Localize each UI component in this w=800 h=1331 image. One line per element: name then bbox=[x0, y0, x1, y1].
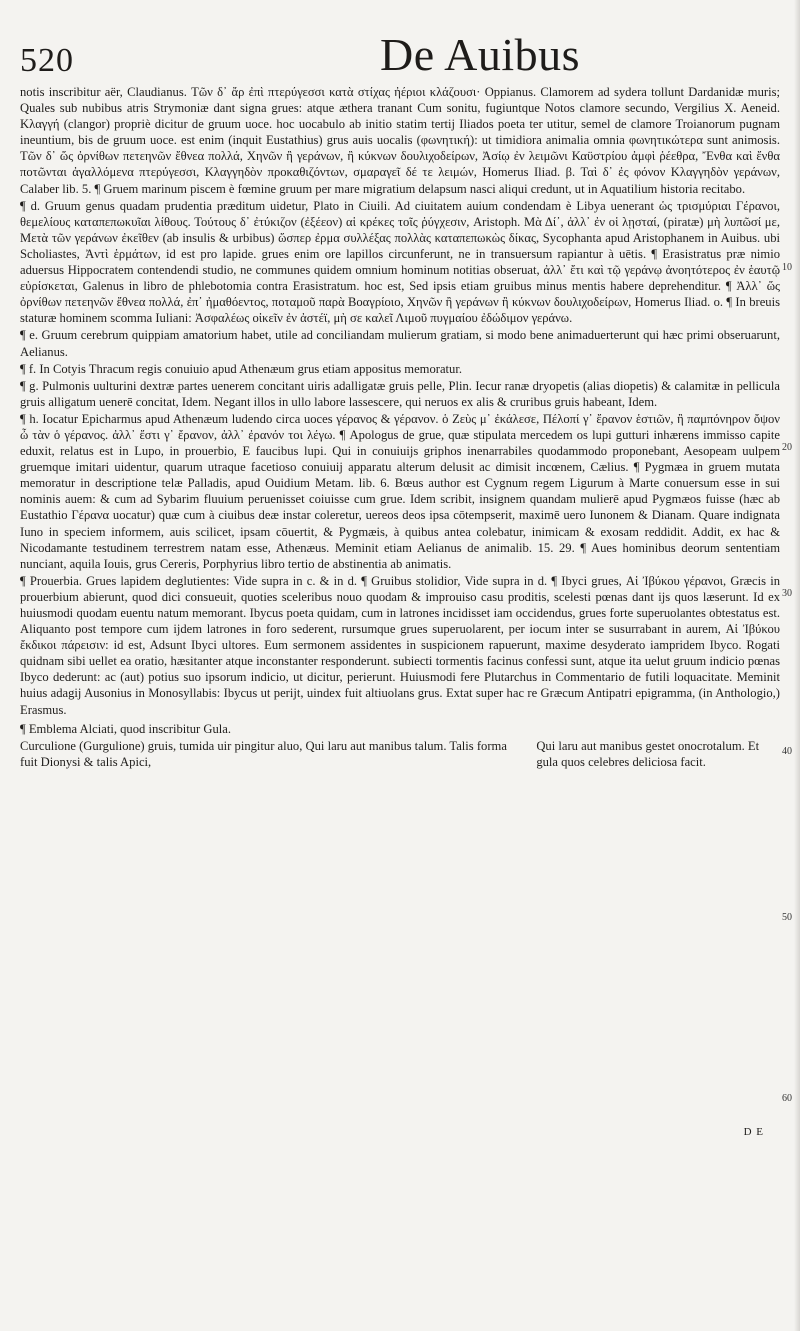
paragraph-proverbia: ¶ Prouerbia. Grues lapidem deglutientes: Vide supra in c. & in d. ¶ Gruibus stolidior, Vide supra in d. ¶ Ibyci grues, Αἱ Ἰβύκου γέρανοι, Græcis in prouerbium abierunt, quod dici consueuit, quoties sceleribus nouo quodam & improuiso casu proditis, scelesti pœnas dant ijs quos læserunt. Id ex huiusmodi quodam euentu natum memorant. Ibycus poeta quidam, cum in latrones incidisset iam occidendus, grues forte superuolantes obtestatus est. Aliquanto post tempore cum ijdem latrones in foro sederent, rursumque grues superuolarent, per iocum inter se susurrabant in aurem, Αἱ Ἰβύκου ἔκδικοι πάρεισιν: id est, Adsunt Ibyci ultores. Eum sermonem assidentes in suspicionem rapuerunt, maxime desyderato iampridem Ibyco. Rogati quidnam sibi uellet ea oratio, hæsitanter atque inconstanter responderunt. subiecti tormentis facinus confessi sunt, atque ita uelut gruum indicio pœnas Ibyco dederunt: ac (aut) potius suo ipsorum indicio, ut dicitur, perierunt. Huiusmodi fere Plutarchus in Commentario de futili loquacitate. Meminit huius adagij Ausonius in Monosyllabis: Ibycus ut perijt, uindex fuit altiuolans grus. Extat super hac re Græcum Antipatri epigramma, (in Anthologio,) Erasmus. bbox=[20, 573, 780, 717]
paragraph-d: ¶ d. Gruum genus quadam prudentia præditum uidetur, Plato in Ciuili. Ad ciuitatem auium condendam è Libya uenerant ὡς τρισμύριαι Γέρανοι, θεμελίους καταπεπωκυῖαι λίθους. Τούτους δ᾽ ἐτύκιζον (ἐξέεον) αἱ κρέκες τοῖς ῥύγχεσιν, Aristoph. Μὰ Δί᾽, ἀλλ᾽ ἐν οἱ λῃσταί, (piratæ) μὴ λυπῶσί με, Μετὰ τῶν γεράνων ἐκεῖθεν (ab insulis & urbibus) ὥσπερ ἐρμα συλλέξας πολλὰς καταπεπωκὼς δίκας, Sycophanta apud Aristophanem in Auibus. ubi Scholiastes, Ἀντὶ ἑρμάτων, id est pro lapide. grues enim ore lapillos circunferunt, ne in transuersum rapiantur à uētis. ¶ Erasistratus præ nimio aduersus Hippocratem contendendi studio, ne communes quidem omnium hominum notitias obseruat, ἀλλ᾽ ἔτι καὶ τῷ γεράνῳ ἀνοητότερος ἐν ἑαυτῷ εὑρίσκεται, Galenus in libro de phlebotomia contra Erasistratum. hoc est, Sed ipsis etiam gruibus minus mentis habere deprehenditur. ¶ Ἀλλ᾽ ὥς ὀρνίθων πετεηνῶν ἔθνεα πολλά, ἐπ᾽ ἠμαθόεντος, ποταμοῦ παρὰ Βοαγρίοιο, Χηνῶν ἢ γεράνων ἢ κύκνων δουλιχοδείρων, Homerus Iliad. o. ¶ In breuis staturæ hominem scomma Iuliani: Ἀσφαλέως οἰκεῖν ἐν ἀστέϊ, μὴ σε καλεῖ Λιμοῦ πυγμαίου ἐδώδιμον γεράνω. bbox=[20, 198, 780, 326]
catchword: D E bbox=[743, 1126, 764, 1138]
emblem-verse-left: Curculione (Gurgulione) gruis, tumida uir pingitur aluo, Qui laru aut manibus talum. Talis forma fuit Dionysi & talis Apici, bbox=[20, 738, 507, 769]
margin-line-number: 30 bbox=[782, 588, 792, 599]
emblem-section bbox=[20, 721, 780, 770]
emblem-verses bbox=[20, 738, 780, 770]
margin-line-number: 20 bbox=[782, 442, 792, 453]
running-head: De Auibus bbox=[380, 29, 580, 80]
paragraph-e: ¶ e. Gruum cerebrum quippiam amatorium habet, utile ad conciliandam mulierum gratiam, si modo bene animaduerterunt qui hæc primi obseruarunt, Aelianus. bbox=[20, 328, 780, 359]
emblem-verse-right: Qui laru aut manibus gestet onocrotalum. Et gula quos celebres deliciosa facit. bbox=[536, 738, 760, 769]
paragraph-f: ¶ f. In Cotyis Thracum regis conuiuio apud Athenæum grus etiam appositus memoratur. bbox=[20, 361, 462, 376]
margin-line-number: 60 bbox=[782, 1093, 792, 1104]
main-text bbox=[20, 84, 780, 770]
emblem-heading: ¶ Emblema Alciati, quod inscribitur Gula. bbox=[20, 721, 232, 736]
margin-line-number: 50 bbox=[782, 912, 792, 923]
paragraph-h: ¶ h. Iocatur Epicharmus apud Athenæum ludendo circa uoces γέρανος & γέρανον. ὁ Ζεὺς μ᾽ ἐκάλεσε, Πέλοπί γ᾽ ἔρανον ἑστιῶν, ἢ παμπόνηρον ὄψον ὦ τὰν ὁ γέρανος. ἀλλ᾽ ἔστι γ᾽ ἔρανον, ἀλλ᾽ ἐρανόν τοι λέγω. ¶ Apologus de grue, quæ stipulata mercedem os lupi gutturi inhærens immisso capite eduxit, relatus est in Lupo, in prouerbio, E faucibus lupi. Qui in conuiuijs griphos inenarrabiles quodammodo proponebant, Aesopeam uulpem gruemque imitari uidentur, quarum utraque facetioso conuiuij apparatu alterum delusit ac dimisit incœnem, Cælius. ¶ Pygmæa in gruem mutata memoratur in descriptione telæ Palladis, apud Ouidium Metam. lib. 6. Bœus author est Cygnum regem Ligurum à Marte conuersum esse in sui nominis auem: & cum ad Sybarim fluuium peruenisset coiuisse cum grue. Idem scribit, insignem quandam mulierē apud Pygmæos fuisse (hæc ab Eustathio Γέρανα uocatur) quæ cum à ciuibus deæ instar coleretur, uereos deos ipsa cōtempserit, maximē uero Iunonem & Dianam. Quare indignata Iuno in speciem informem, auis scilicet, ipsam cōuertit, & Pygmæis, à quibus antea colebatur, inimicam & exosam reddidit. Addit, ex hac & Nicodamante testudinem terrestrem natam esse, Athenæus. Meminit etiam Aelianus de animalib. 15. 29. ¶ Aues hominibus deorum sententiam nunciant, aquila Iouis, grus Cereris, Porphyrius libro tertio de abstinentia ab animatis. bbox=[20, 411, 780, 571]
margin-line-number: 40 bbox=[782, 746, 792, 757]
paragraph-g: ¶ g. Pulmonis uulturini dextræ partes uenerem concitant uiris adalligatæ gruis pelle, Plin. Iecur ranæ dryopetis (alias diopetis) & calamitæ in pellicula gruis alligatum uenerē concitat, Idem. Negant illos in ullo labore lassescere, qui neruos ex alis & cruribus gruis habeant, Idem. bbox=[20, 378, 780, 409]
margin-line-number: 10 bbox=[782, 262, 792, 273]
page-edge-shadow bbox=[794, 0, 800, 1331]
page-number: 520 bbox=[20, 42, 74, 79]
paragraph-clangor: notis inscribitur aër, Claudianus. Τῶν δ᾽ ἄρ ἐπὶ πτερύγεσσι κατὰ στίχας ἠέριοι κλάζουσι· Oppianus. Clamorem ad sydera tollunt Dardanidæ muris; Quales sub nubibus atris Strymoniæ dant signa grues: atque æthera tranant Cum sonitu, fugiuntque Notos clamore secundo, Vergilius X. Aeneid. Κλαγγή (clangor) propriè dicitur de gruum uoce. hoc uocabulo ab initio statim tertij Iliados poeta ter utitur, semel de clamore Troianorum pugnam ineuntium, bis de gruum uoce. est enim (inquit Eustathius) grus auis uocalis (φωνητική): ut timidiora animalia omnia φωνητικώτερα sunt animosis. Τῶν δ᾽ ὥς ὀρνίθων πετεηνῶν ἔθνεα πολλά, Χηνῶν ἢ γεράνων, ἢ κύκνων δουλιχοδείρων, Ἀσίῳ ἐν λειμῶνι Καϋστρίου ἀμφὶ ῥέεθρα, Ἔνθα καὶ ἔνθα ποτῶνται ἀγαλλόμενα πτερύγεσσι, Κλαγγηδὸν προκαθιζόντων, σμαραγεῖ δέ τε λειμών, Homerus Iliad. β. Ταὶ δ᾽ ἐς φόνον Κλαγγηδὸν γεράνων, Calaber lib. 5. ¶ Gruem marinum piscem è fœmine gruum per mare migratium delapsum nasci aliqui credunt, ut in Aquatilium historia recitabo. bbox=[20, 85, 780, 196]
